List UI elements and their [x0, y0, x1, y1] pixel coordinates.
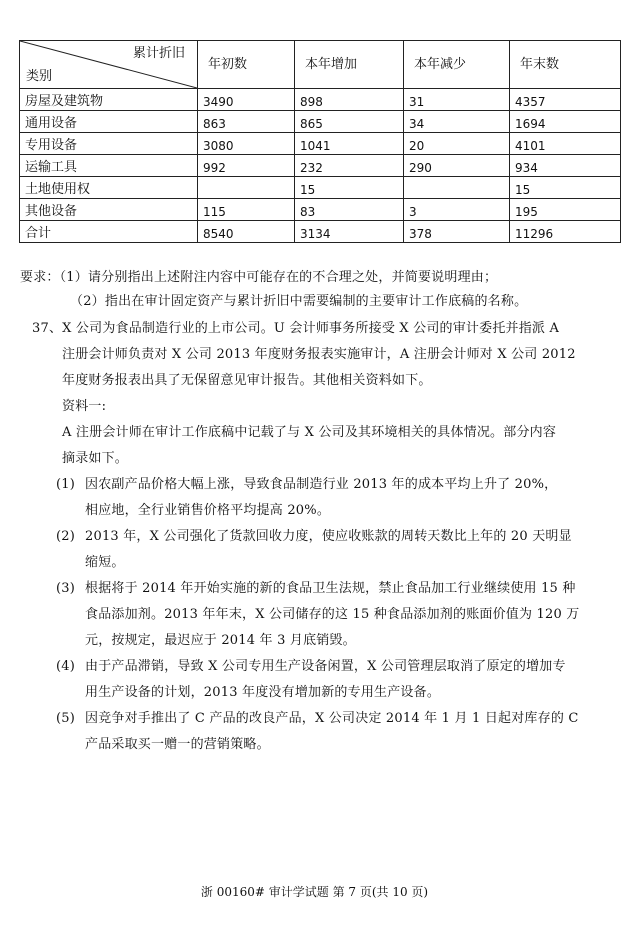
table-cell: 11296 — [510, 221, 621, 243]
table-cell: 3134 — [295, 221, 404, 243]
material-heading: 资料一: — [62, 399, 107, 414]
table-cell: 934 — [510, 155, 621, 177]
requirement-line: 要求：（1）请分别指出上述附注内容中可能存在的不合理之处，并简要说明理由； — [20, 270, 498, 285]
row-label: 专用设备 — [20, 133, 198, 155]
table-cell: 34 — [404, 111, 510, 133]
row-label: 土地使用权 — [20, 177, 198, 199]
table-cell: 20 — [404, 133, 510, 155]
question-text-line: 摘录如下。 — [62, 451, 129, 466]
table-row — [20, 199, 621, 221]
table-cell: 3080 — [198, 133, 295, 155]
table-row — [20, 133, 621, 155]
item-text-line: 因竞争对手推出了 C 产品的改良产品，X 公司决定 2014 年 1 月 1 日起对库存的 C — [85, 711, 579, 726]
corner-bottom-label: 类别 — [26, 69, 53, 84]
table-cell — [198, 177, 295, 199]
item-number: (5) — [56, 711, 76, 726]
item-text-line: 缩短。 — [85, 555, 125, 570]
item-text-line: 食品添加剂。2013 年年末，X 公司储存的这 15 种食品添加剂的账面价值为 120 万 — [85, 607, 580, 622]
item-text-line: 产品采取买一赠一的营销策略。 — [85, 737, 270, 752]
row-label: 通用设备 — [20, 111, 198, 133]
table-row — [20, 221, 621, 243]
table-corner-cell — [20, 41, 198, 89]
table-header-row — [20, 41, 621, 89]
table-row — [20, 155, 621, 177]
table-cell: 3 — [404, 199, 510, 221]
table-cell: 865 — [295, 111, 404, 133]
question-text-line: 年度财务报表出具了无保留意见审计报告。其他相关资料如下。 — [62, 373, 432, 388]
table-cell: 115 — [198, 199, 295, 221]
table-cell: 898 — [295, 89, 404, 111]
table-cell: 863 — [198, 111, 295, 133]
item-text-line: 由于产品滞销，导致 X 公司专用生产设备闲置，X 公司管理层取消了原定的增加专 — [85, 659, 566, 674]
item-text-line: 用生产设备的计划，2013 年度没有增加新的专用生产设备。 — [85, 685, 441, 700]
row-label: 运输工具 — [20, 155, 198, 177]
item-number: (2) — [56, 529, 76, 544]
table-row — [20, 89, 621, 111]
table-cell: 232 — [295, 155, 404, 177]
depreciation-table — [19, 40, 621, 243]
question-text-line: A 注册会计师在审计工作底稿中记载了与 X 公司及其环境相关的具体情况。部分内容 — [62, 425, 557, 440]
table-cell: 83 — [295, 199, 404, 221]
row-label: 房屋及建筑物 — [20, 89, 198, 111]
table-cell: 31 — [404, 89, 510, 111]
table-cell: 15 — [510, 177, 621, 199]
question-text-line: 37、X 公司为食品制造行业的上市公司。U 会计师事务所接受 X 公司的审计委托并指派 A — [32, 321, 560, 336]
item-text-line: 相应地，全行业销售价格平均提高 20%。 — [85, 503, 331, 518]
item-number: (4) — [56, 659, 76, 674]
column-header: 年末数 — [510, 41, 621, 89]
table-cell: 195 — [510, 199, 621, 221]
question-text-line: 注册会计师负责对 X 公司 2013 年度财务报表实施审计，A 注册会计师对 X 公司 2012 — [62, 347, 576, 362]
table-cell: 290 — [404, 155, 510, 177]
row-label: 其他设备 — [20, 199, 198, 221]
item-text-line: 2013 年，X 公司强化了货款回收力度，使应收账款的周转天数比上年的 20 天明显 — [85, 529, 572, 544]
table-cell: 8540 — [198, 221, 295, 243]
table-cell: 992 — [198, 155, 295, 177]
table-cell: 378 — [404, 221, 510, 243]
column-header: 本年减少 — [404, 41, 510, 89]
page-footer: 浙 00160# 审计学试题 第 7 页(共 10 页) — [200, 885, 429, 899]
table-cell: 4357 — [510, 89, 621, 111]
item-text-line: 根据将于 2014 年开始实施的新的食品卫生法规，禁止食品加工行业继续使用 15 种 — [85, 581, 576, 596]
item-text-line: 因农副产品价格大幅上涨，导致食品制造行业 2013 年的成本平均上升了 20%， — [85, 477, 558, 492]
item-number: (1) — [56, 477, 76, 492]
requirement-line: （2）指出在审计固定资产与累计折旧中需要编制的主要审计工作底稿的名称。 — [70, 294, 528, 309]
corner-top-label: 累计折旧 — [132, 46, 185, 61]
table-cell: 15 — [295, 177, 404, 199]
table-cell: 4101 — [510, 133, 621, 155]
item-number: (3) — [56, 581, 76, 596]
table-row — [20, 111, 621, 133]
table-cell: 1694 — [510, 111, 621, 133]
item-text-line: 元，按规定，最迟应于 2014 年 3 月底销毁。 — [85, 633, 356, 648]
row-label: 合计 — [20, 221, 198, 243]
table-cell: 1041 — [295, 133, 404, 155]
table-cell: 3490 — [198, 89, 295, 111]
table-cell — [404, 177, 510, 199]
table-row — [20, 177, 621, 199]
column-header: 本年增加 — [295, 41, 404, 89]
column-header: 年初数 — [198, 41, 295, 89]
